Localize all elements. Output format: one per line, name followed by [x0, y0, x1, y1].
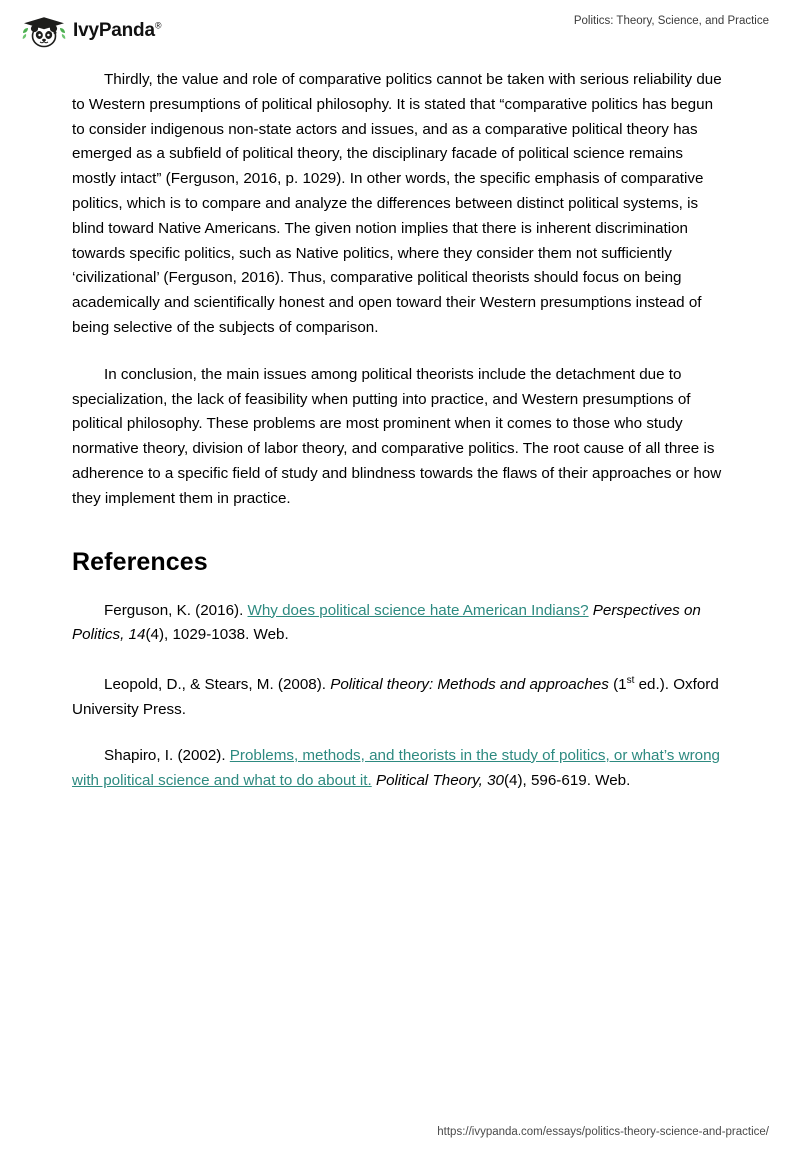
- references-heading: References: [72, 547, 208, 576]
- reference-author-year: Leopold, D., & Stears, M. (2008).: [104, 676, 331, 694]
- reference-source: Political Theory, 30: [371, 771, 504, 789]
- brand-trademark: ®: [154, 20, 162, 31]
- brand-name-text: IvyPanda: [73, 20, 155, 41]
- reference-source: Perspectives on Politics, 14: [72, 601, 701, 644]
- reference-source: Political theory: Methods and approaches: [330, 676, 609, 694]
- reference-ordinal-suffix: st: [626, 675, 635, 687]
- reference-tail: (4), 596-619. Web.: [503, 771, 631, 789]
- reference-tail: (4), 1029-1038. Web.: [145, 626, 289, 644]
- document-body: [72, 68, 729, 793]
- document-title: Politics: Theory, Science, and Practice: [573, 15, 769, 27]
- reference-edition-prefix: (1: [608, 676, 627, 694]
- graduation-cap-panda-icon: [22, 14, 66, 48]
- reference-list: [72, 599, 729, 794]
- reference-item: [72, 669, 729, 723]
- page-header: [0, 0, 800, 58]
- reference-author-year: Shapiro, I. (2002).: [104, 746, 230, 764]
- reference-tail: ed.). Oxford University Press.: [72, 676, 719, 718]
- reference-link[interactable]: Why does political science hate American Indians?: [247, 601, 589, 619]
- reference-item: [72, 599, 729, 649]
- reference-item: [72, 744, 729, 794]
- reference-author-year: Ferguson, K. (2016).: [104, 601, 248, 619]
- paragraph: In conclusion, the main issues among political theorists include the detachment due to specialization, the lack of feasibility when putting into practice, and Western presumptions of political philosophy. These problems are most prominent when it comes to those who study normative theory, division of labor theory, and comparative politics. The root cause of all three is adherence to a specific field of study and blindness towards the flaws of their approaches or how they implement them in practice.: [72, 365, 722, 507]
- paragraph: Thirdly, the value and role of comparative politics cannot be taken with serious reliability due to Western presumptions of political philosophy. It is stated that “comparative politics has begun to consider indigenous non-state actors and issues, and as a comparative political theory has emerged as a subfield of political theory, the disciplinary facade of political science remains mostly intact” (Ferguson, 2016, p. 1029). In other words, the specific emphasis of comparative politics, which is to compare and analyze the differences between distinct political systems, is blind toward Native Americans. The given notion implies that there is inherent discrimination towards specific politics, such as Native politics, where they consider them not sufficiently ‘civilizational’ (Ferguson, 2016). Thus, comparative political theorists should focus on being academically and scientifically honest and open toward their Western presumptions instead of being selective of the subjects of comparison.: [72, 71, 722, 336]
- brand[interactable]: [22, 14, 161, 48]
- brand-name: [73, 20, 161, 42]
- footer-source-url[interactable]: https://ivypanda.com/essays/politics-theory-science-and-practice/: [437, 1126, 769, 1138]
- reference-link[interactable]: Problems, methods, and theorists in the study of politics, or what’s wrong with political science and what to do about it.: [72, 746, 720, 789]
